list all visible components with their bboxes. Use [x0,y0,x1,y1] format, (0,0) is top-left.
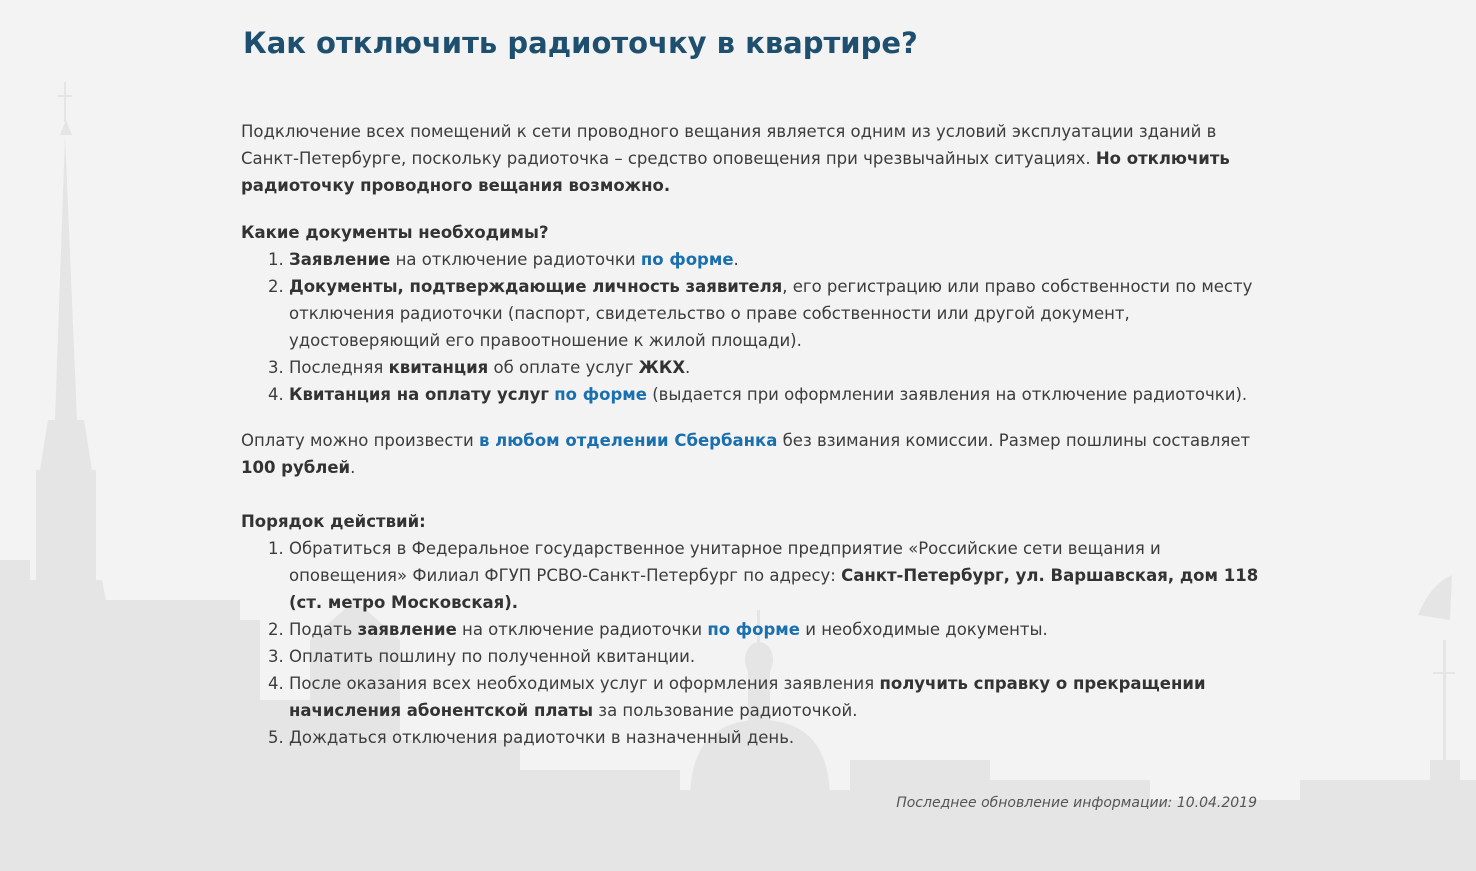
doc2-text: , его регистрацию или право собственности по месту отключения радиоточки (паспорт, свидетельство о праве собственности или другой документ, удостоверяющий его правоотношение к жилой площади). [289,277,1253,350]
documents-section [241,219,1261,408]
step5-text: Дождаться отключения радиоточки в назначенный день. [289,728,795,747]
doc2-bold: Документы, подтверждающие личность заявителя [289,277,783,296]
intro-text: Подключение всех помещений к сети проводного вещания является одним из условий эксплуатации зданий в Санкт-Петербурге, поскольку радиоточка – средство оповещения при чрезвычайных ситуациях. [241,122,1217,168]
list-item [289,670,1261,724]
step2-text2: на отключение радиоточки [456,620,708,639]
payment-text1: Оплату можно произвести [241,431,479,450]
intro-bold: Но отключить радиоточку проводного вещания возможно. [241,149,1230,195]
step2-text1: Подать [289,620,358,639]
documents-heading: Какие документы необходимы? [241,223,549,242]
doc1-text: на отключение радиоточки [390,250,641,269]
step4-text2: за пользование радиоточкой. [593,701,858,720]
payment-amount: 100 рублей [241,458,351,477]
step4-bold: получить справку о прекращении начисления абонентской платы [289,674,1206,720]
list-item [289,354,1261,381]
procedure-section [241,508,1261,751]
step3-text: Оплатить пошлину по полученной квитанции. [289,647,696,666]
procedure-heading: Порядок действий: [241,512,426,531]
form-link[interactable]: по форме [554,385,647,404]
doc3-bold1: квитанция [388,358,489,377]
list-item [289,643,1261,670]
procedure-list [241,535,1261,751]
list-item [289,246,1261,273]
step4-text1: После оказания всех необходимых услуг и оформления заявления [289,674,880,693]
payment-paragraph [241,427,1261,481]
step1-address: Санкт-Петербург, ул. Варшавская, дом 118 (ст. метро Московская). [289,566,1259,612]
form-link[interactable]: по форме [640,250,734,269]
list-item [289,535,1261,616]
payment-text2: без взимания комиссии. Размер пошлины составляет [777,431,1251,450]
doc3-text1: Последняя [289,358,389,377]
doc3-bold2: ЖКХ [638,358,686,377]
last-updated: Последнее обновление информации: 10.04.2019 [896,795,1257,811]
page-title: Как отключить радиоточку в квартире? [243,26,918,60]
documents-list [241,246,1261,408]
doc4-text: (выдается при оформлении заявления на отключение радиоточки). [646,385,1248,404]
intro-paragraph [241,118,1261,199]
doc3-text2: об оплате услуг [488,358,639,377]
step2-text3: и необходимые документы. [800,620,1048,639]
doc1-after: . [733,250,739,269]
list-item [289,273,1261,354]
list-item [289,616,1261,643]
list-item [289,381,1261,408]
doc4-bold: Квитанция на оплату услуг [289,385,550,404]
step1-text: Обратиться в Федеральное государственное унитарное предприятие «Российские сети вещания и оповещения» Филиал ФГУП РСВО-Санкт-Петербург по адресу: [289,539,1161,585]
sberbank-link[interactable]: в любом отделении Сбербанка [478,431,778,450]
form-link[interactable]: по форме [707,620,800,639]
doc3-after: . [685,358,691,377]
payment-after: . [350,458,356,477]
doc1-bold: Заявление [289,250,391,269]
step2-bold: заявление [357,620,457,639]
list-item [289,724,1261,751]
